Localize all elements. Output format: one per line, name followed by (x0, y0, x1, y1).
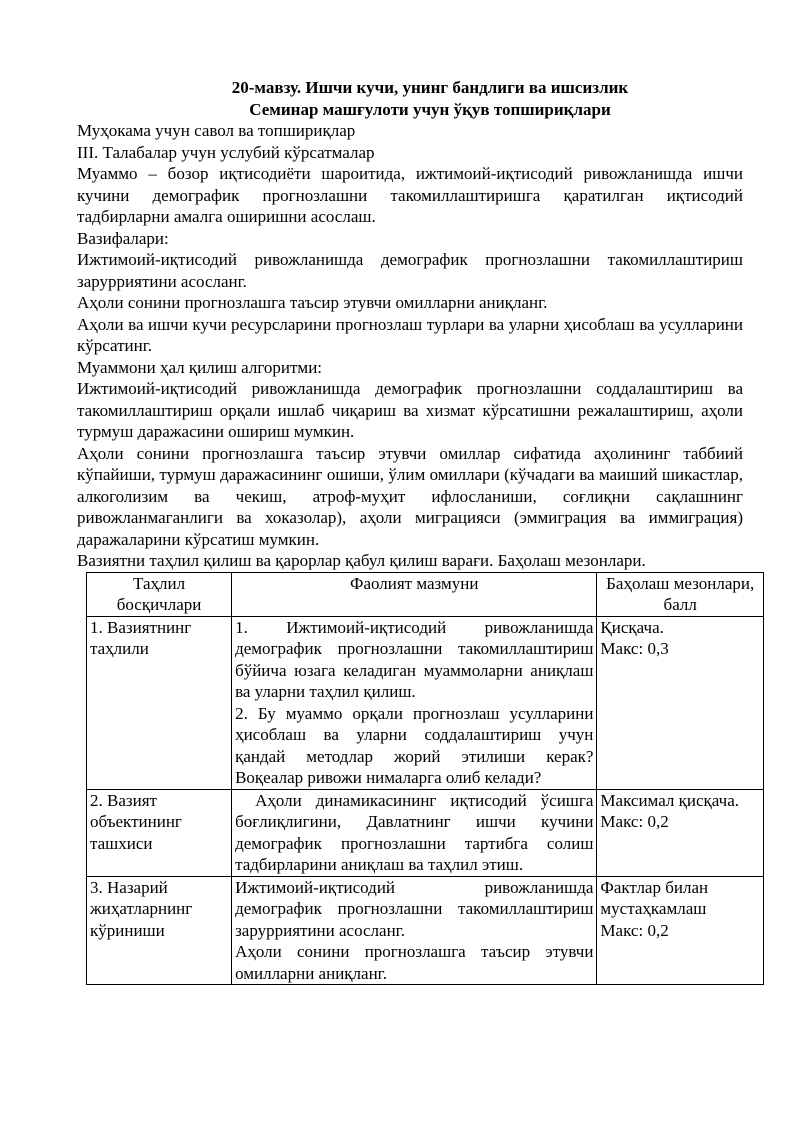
content-text: Аҳоли динамикасининг иқтисодий ўсишга боғлиқлигини, Давлатнинг ишчи кучини демографик прогнозлашни тартибга солиш тадбирларини аниқлаш ва таҳлил этиш. (235, 790, 594, 874)
paragraph-task-3: Аҳоли ва ишчи кучи ресурсларини прогнозлаш турлари ва уларни ҳисоблаш ва усулларини кўрсатинг. (77, 314, 743, 355)
content-cell (232, 616, 597, 789)
stage-cell: 2. Вазият объектининг ташхиси (87, 789, 232, 876)
paragraph-tasks-heading: Вазифалари: (77, 228, 169, 248)
header-criteria: Баҳолаш мезонлари, балл (597, 572, 764, 616)
content-text: Аҳоли сонини прогнозлашга таъсир этувчи омилларни аниқланг. (235, 942, 594, 983)
paragraph-algorithm-1: Ижтимоий-иқтисодий ривожланишда демографик прогнозлашни соддалаштириш ва такомиллаштириш орқали ишлаб чиқариш ва хизмат кўрсатишни режалаштириш, аҳоли турмуш даражасини ошириш мумкин. (77, 379, 743, 441)
criteria-score: Макс: 0,2 (600, 920, 669, 940)
criteria-text: Фактлар билан мустаҳкамлаш (600, 877, 709, 918)
criteria-score: Макс: 0,3 (600, 639, 669, 658)
table-header-row (87, 572, 764, 616)
criteria-cell (597, 789, 764, 876)
criteria-cell (597, 876, 764, 985)
table-row (87, 876, 764, 985)
table-row (87, 789, 764, 876)
criteria-cell (597, 616, 764, 789)
criteria-text: Қисқача. (600, 617, 664, 637)
stage-cell: 3. Назарий жиҳатларнинг кўриниши (87, 876, 232, 985)
paragraph-algorithm-heading: Муаммони ҳал қилиш алгоритми: (77, 357, 323, 377)
criteria-text: Максимал қисқача. (600, 790, 740, 810)
criteria-score: Макс: 0,2 (600, 812, 669, 831)
document-page (77, 77, 755, 985)
content-text: 1. Ижтимоий-иқтисодий ривожланишда демографик прогнозлашни такомиллаштириш бўйича юзага келадиган муаммоларни аниқлаш ва уларни таҳлил қилиш. (235, 617, 594, 701)
content-cell (232, 789, 597, 876)
paragraph-section-heading: III. Талабалар учун услубий кўрсатмалар (77, 142, 375, 162)
content-text: 2. Бу муаммо орқали прогнозлаш усулларини ҳисоблаш ва уларни соддалаштириш учун қандай методлар жорий этилиши керак? Воқеалар ривожи нималарга олиб келади? (235, 703, 594, 787)
paragraph-problem: Муаммо – бозор иқтисодиёти шароитида, ижтимоий-иқтисодий ривожланишда ишчи кучини демографик прогнозлашни такомиллаштиришга қаратилган иқтисодий тадбирларни амалга оширишни асослаш. (77, 164, 743, 226)
paragraph-task-2: Аҳоли сонини прогнозлашга таъсир этувчи омилларни аниқланг. (77, 293, 548, 312)
document-title: 20-мавзу. Ишчи кучи, унинг бандлиги ва ишсизлик (231, 78, 629, 97)
document-subtitle: Семинар машғулоти учун ўқув топшириқлари (249, 99, 611, 119)
content-text: Ижтимоий-иқтисодий ривожланишда демографик прогнозлашни такомиллаштириш зарурриятини асосланг. (235, 877, 594, 940)
paragraph-algorithm-2: Аҳоли сонини прогнозлашга таъсир этувчи омиллар сифатида аҳолининг таббиий кўпайиши, турмуш даражасининг ошиши, ўлим омиллари (кўчадаги ва маиший шикастлар, алкоголизим ва чекиш, атроф-муҳит ифлосланиши, соғлиқни сақлашнинг ривожланмаганлиги ва хоказолар), аҳоли миграцияси (эммиграция ва иммиграция) даражаларини кўрсатиш мумкин. (77, 443, 743, 549)
paragraph-table-caption: Вазиятни таҳлил қилиш ва қарорлар қабул қилиш варағи. Баҳолаш мезонлари. (77, 551, 646, 570)
evaluation-table (86, 572, 764, 986)
header-stages: Таҳлил босқичлари (87, 572, 232, 616)
header-content: Фаолият мазмуни (232, 572, 597, 616)
paragraph-discussion: Муҳокама учун савол ва топшириқлар (77, 121, 356, 140)
paragraph-task-1: Ижтимоий-иқтисодий ривожланишда демографик прогнозлашни такомиллаштириш зарурриятини асосланг. (77, 250, 743, 291)
table-row (87, 616, 764, 789)
content-cell (232, 876, 597, 985)
stage-cell: 1. Вазиятнинг таҳлили (87, 616, 232, 789)
